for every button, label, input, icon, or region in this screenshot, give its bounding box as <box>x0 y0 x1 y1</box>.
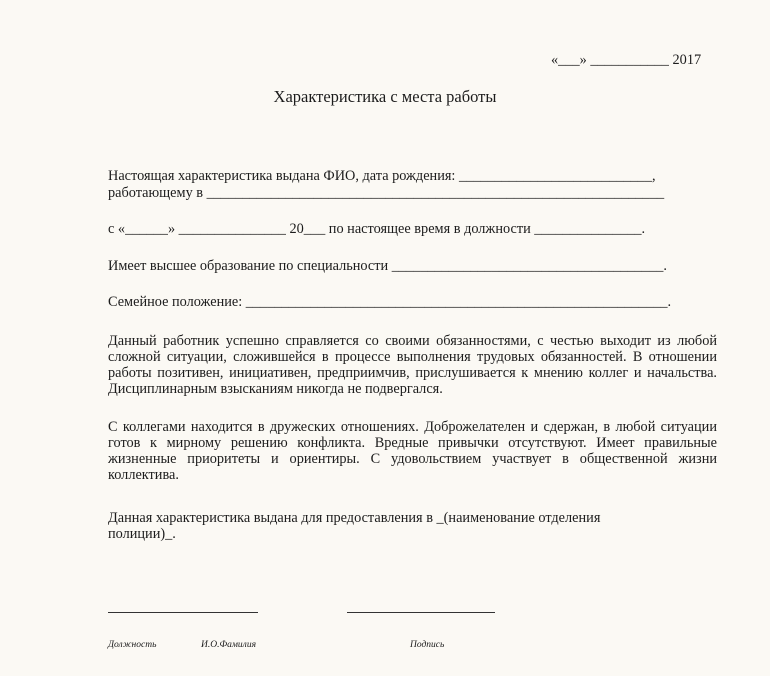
field-marital-status: Семейное положение: ___________________________________________________________. <box>108 294 672 310</box>
label-signature: Подпись <box>410 640 445 650</box>
field-workplace: работающему в ________________________________________________________________ <box>108 185 665 201</box>
top-edge-fragment <box>330 0 520 4</box>
label-name: И.О.Фамилия <box>201 640 256 650</box>
signature-line-position <box>108 612 258 613</box>
paragraph-purpose: Данная характеристика выдана для предоставления в _(наименование отделения полиции)_. <box>108 510 601 542</box>
paragraph-relations: С коллегами находится в дружеских отношениях. Доброжелателен и сдержан, в любой ситуации готов к мирному решению конфликта. Вредные привычки отсутствуют. Имеет правильные жизненные приоритеты и ориентиры. С удовольствием участвует в общественной жизни коллектива. <box>108 419 717 483</box>
field-fio-birthdate: Настоящая характеристика выдана ФИО, дата рождения: ___________________________, <box>108 168 656 184</box>
field-employment-period: с «______» _______________ 20___ по настоящее время в должности _______________. <box>108 221 646 237</box>
field-education: Имеет высшее образование по специальности ______________________________________. <box>108 258 667 274</box>
label-position: Должность <box>108 640 157 650</box>
paragraph-performance: Данный работник успешно справляется со своими обязанностями, с честью выходит из любой сложной ситуации, сложившейся в процессе выполнения трудовых обязанностей. В отношении работы позитивен, инициативен, предприимчив, прислушивается к мнению коллег и начальства. Дисциплинарным взысканиям никогда не подвергался. <box>108 333 717 397</box>
header-date: «___» ___________ 2017 <box>551 52 702 68</box>
signature-line-sign <box>347 612 495 613</box>
document-title: Характеристика с места работы <box>273 87 497 106</box>
